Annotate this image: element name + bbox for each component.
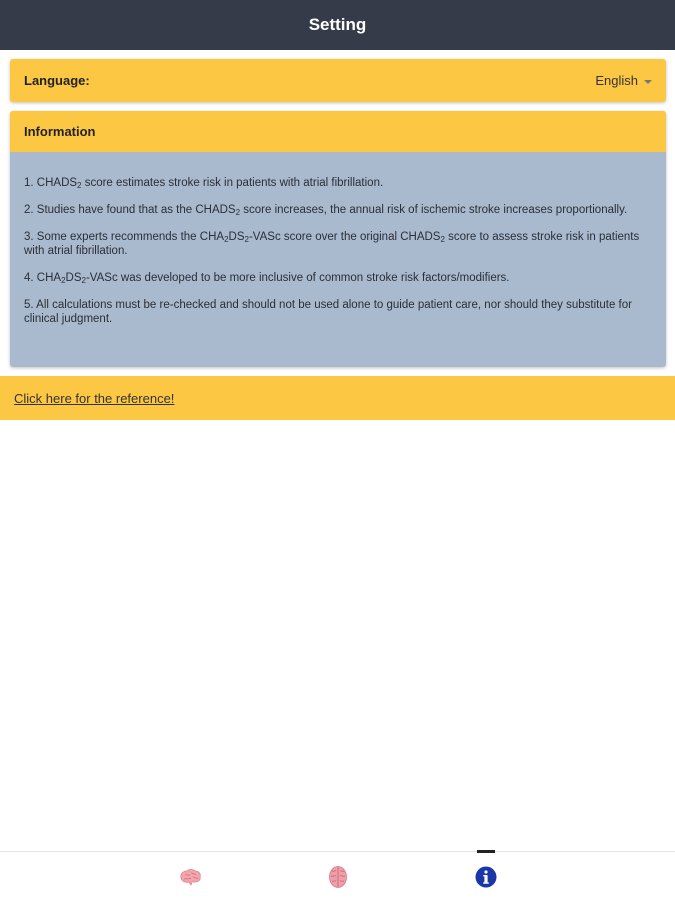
- info-item-3: 3. Some experts recommends the $CHA_2DS_2$-VASc score over the original $CHADS_2$ score to assess stroke risk in patients with atrial fibrillation.: [24, 231, 640, 257]
- brain-top-icon: [328, 865, 348, 889]
- info-item-4: 4. $CHA_2DS_2$-VASc was developed to be more inclusive of common stroke risk factors/modifiers.: [24, 272, 510, 285]
- info-item-1: 1. $CHADS_2$ score estimates stroke risk in patients with atrial fibrillation.: [24, 177, 384, 190]
- language-selected-value: English: [595, 73, 638, 88]
- language-label: Language:: [24, 73, 90, 88]
- brain-side-icon: [178, 867, 202, 887]
- active-tab-indicator: [477, 850, 495, 853]
- bottom-tab-bar: [0, 851, 675, 900]
- reference-link[interactable]: Click here for the reference!: [14, 390, 175, 406]
- information-body: [10, 152, 666, 326]
- chevron-down-icon: [644, 80, 652, 84]
- tab-info[interactable]: [466, 852, 506, 901]
- tab-brain-top[interactable]: [318, 852, 358, 901]
- page-title: Setting: [308, 15, 367, 34]
- info-item-5: 5. All calculations must be re-checked and should not be used alone to guide patient care, nor should they substitute for clinical judgment.: [24, 299, 632, 325]
- information-card: [10, 111, 666, 367]
- information-title: Information: [10, 111, 666, 152]
- language-card: [10, 59, 666, 102]
- tab-brain-side[interactable]: [170, 852, 210, 901]
- info-circle-icon: [475, 866, 497, 888]
- app-header: [0, 0, 675, 50]
- reference-bar: [0, 376, 675, 420]
- language-select[interactable]: [595, 73, 652, 88]
- info-item-2: 2. Studies have found that as the $CHADS_2$ score increases, the annual risk of ischemic stroke increases proportionally.: [24, 204, 628, 217]
